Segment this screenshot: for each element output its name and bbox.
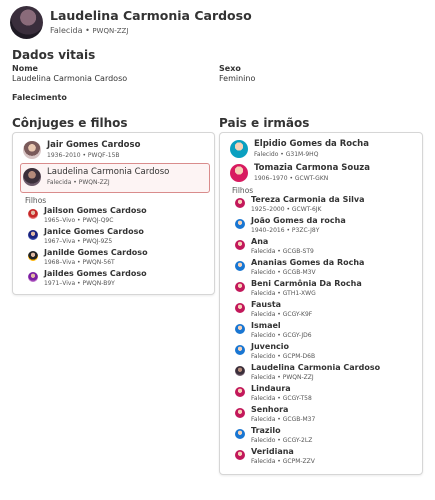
parent-row[interactable] (220, 161, 422, 185)
sibling-row[interactable] (220, 384, 422, 405)
page-title: Laudelina Carmonia Cardoso (50, 8, 252, 23)
sibling-row[interactable] (220, 216, 422, 237)
person-meta: 1925–2000 • GCWT-6JK (251, 206, 322, 213)
child-row[interactable] (13, 248, 214, 269)
separator: • (85, 26, 90, 35)
sibling-row[interactable] (220, 342, 422, 363)
avatar (235, 366, 245, 376)
person-name[interactable]: Ismael (251, 321, 281, 330)
avatar (235, 429, 245, 439)
person-name[interactable]: Janilde Gomes Cardoso (44, 248, 148, 257)
child-row[interactable] (13, 269, 214, 290)
avatar (10, 6, 43, 39)
name-value: Laudelina Carmonia Cardoso (12, 74, 128, 83)
person-meta: Falecida • GCPM-ZZV (251, 458, 315, 465)
death-label: Falecimento (12, 93, 67, 102)
children-label: Filhos (232, 186, 254, 195)
person-meta: 1967–Viva • PWQJ-9Z5 (44, 238, 113, 245)
avatar (230, 140, 248, 158)
person-meta: 1936–2010 • PWQF-15B (47, 152, 120, 159)
spouses-title: Cônjuges e filhos (12, 116, 128, 130)
spouse-row[interactable] (13, 138, 214, 162)
avatar (235, 387, 245, 397)
person-name[interactable]: Fausta (251, 300, 282, 309)
person-name[interactable]: Tereza Carmonia da Silva (251, 195, 365, 204)
avatar (235, 219, 245, 229)
person-name[interactable]: Senhora (251, 405, 289, 414)
person-header (10, 6, 425, 40)
person-name[interactable]: Lindaura (251, 384, 291, 393)
avatar (235, 240, 245, 250)
sibling-row[interactable] (220, 258, 422, 279)
person-status (50, 26, 128, 35)
avatar (28, 251, 38, 261)
person-name[interactable]: Jaildes Gomes Cardoso (44, 269, 147, 278)
avatar (230, 164, 248, 182)
person-meta: Falecida • PWQN-ZZJ (47, 179, 110, 186)
person-name[interactable]: Ana (251, 237, 269, 246)
person-meta: Falecido • G31M-9HQ (254, 151, 319, 158)
children-label: Filhos (25, 196, 47, 205)
sex-label: Sexo (219, 64, 241, 73)
person-name[interactable]: Trazilo (251, 426, 281, 435)
person-name[interactable]: Ananias Gomes da Rocha (251, 258, 365, 267)
person-name[interactable]: Tomazia Carmona Souza (254, 163, 370, 173)
person-meta: Falecida • GCGB-M37 (251, 416, 316, 423)
avatar (23, 141, 41, 159)
sibling-row[interactable] (220, 237, 422, 258)
sibling-row[interactable] (220, 426, 422, 447)
avatar (235, 282, 245, 292)
avatar (235, 450, 245, 460)
parents-card (219, 132, 423, 475)
person-name[interactable]: Jair Gomes Cardoso (47, 140, 141, 150)
person-name[interactable]: Laudelina Carmonia Cardoso (251, 363, 381, 372)
spouses-card (12, 132, 215, 295)
person-meta: Falecida • GCGY-K9F (251, 311, 313, 318)
avatar (28, 272, 38, 282)
child-row[interactable] (13, 227, 214, 248)
person-meta: 1968–Viva • PWQN-56T (44, 259, 115, 266)
avatar (235, 345, 245, 355)
person-meta: Falecida • GTH1-XWG (251, 290, 316, 297)
name-label: Nome (12, 64, 38, 73)
person-name[interactable]: Beni Carmônia Da Rocha (251, 279, 362, 288)
person-name[interactable]: Jailson Gomes Cardoso (44, 206, 147, 215)
person-meta: 1906–1970 • GCWT-GKN (254, 175, 329, 182)
child-row[interactable] (13, 206, 214, 227)
person-id: PWQN-ZZJ (92, 27, 129, 35)
self-row[interactable] (13, 165, 214, 189)
person-meta: Falecido • GCGY-2LZ (251, 437, 313, 444)
avatar (28, 209, 38, 219)
sibling-row[interactable] (220, 321, 422, 342)
parent-row[interactable] (220, 137, 422, 161)
person-name[interactable]: Veridiana (251, 447, 294, 456)
avatar (235, 198, 245, 208)
vital-title: Dados vitais (12, 48, 96, 62)
status-text: Falecida (50, 26, 83, 35)
person-meta: 1965–Vivo • PWQJ-Q9C (44, 217, 114, 224)
avatar (23, 168, 41, 186)
person-name[interactable]: Elpidio Gomes da Rocha (254, 139, 369, 149)
avatar (235, 408, 245, 418)
person-name[interactable]: João Gomes da rocha (251, 216, 346, 225)
sibling-row[interactable] (220, 363, 422, 384)
sex-value: Feminino (219, 74, 256, 83)
person-name[interactable]: Laudelina Carmonia Cardoso (47, 167, 170, 177)
person-meta: Falecida • PWQN-ZZJ (251, 374, 314, 381)
sibling-row[interactable] (220, 279, 422, 300)
person-meta: 1940–2016 • P3ZC-J8Y (251, 227, 320, 234)
parents-title: Pais e irmãos (219, 116, 310, 130)
person-meta: 1971–Viva • PWQN-B9Y (44, 280, 115, 287)
sibling-row[interactable] (220, 447, 422, 468)
sibling-row[interactable] (220, 195, 422, 216)
avatar (235, 324, 245, 334)
sibling-row[interactable] (220, 300, 422, 321)
person-meta: Falecida • GCGB-ST9 (251, 248, 314, 255)
person-name[interactable]: Janice Gomes Cardoso (44, 227, 144, 236)
person-meta: Falecido • GCPM-D6B (251, 353, 316, 360)
person-meta: Falecido • GCGB-M3V (251, 269, 316, 276)
avatar (235, 303, 245, 313)
person-meta: Falecida • GCGY-T58 (251, 395, 312, 402)
avatar (28, 230, 38, 240)
person-name[interactable]: Juvencio (251, 342, 289, 351)
avatar (235, 261, 245, 271)
sibling-row[interactable] (220, 405, 422, 426)
person-meta: Falecido • GCGY-JD6 (251, 332, 312, 339)
